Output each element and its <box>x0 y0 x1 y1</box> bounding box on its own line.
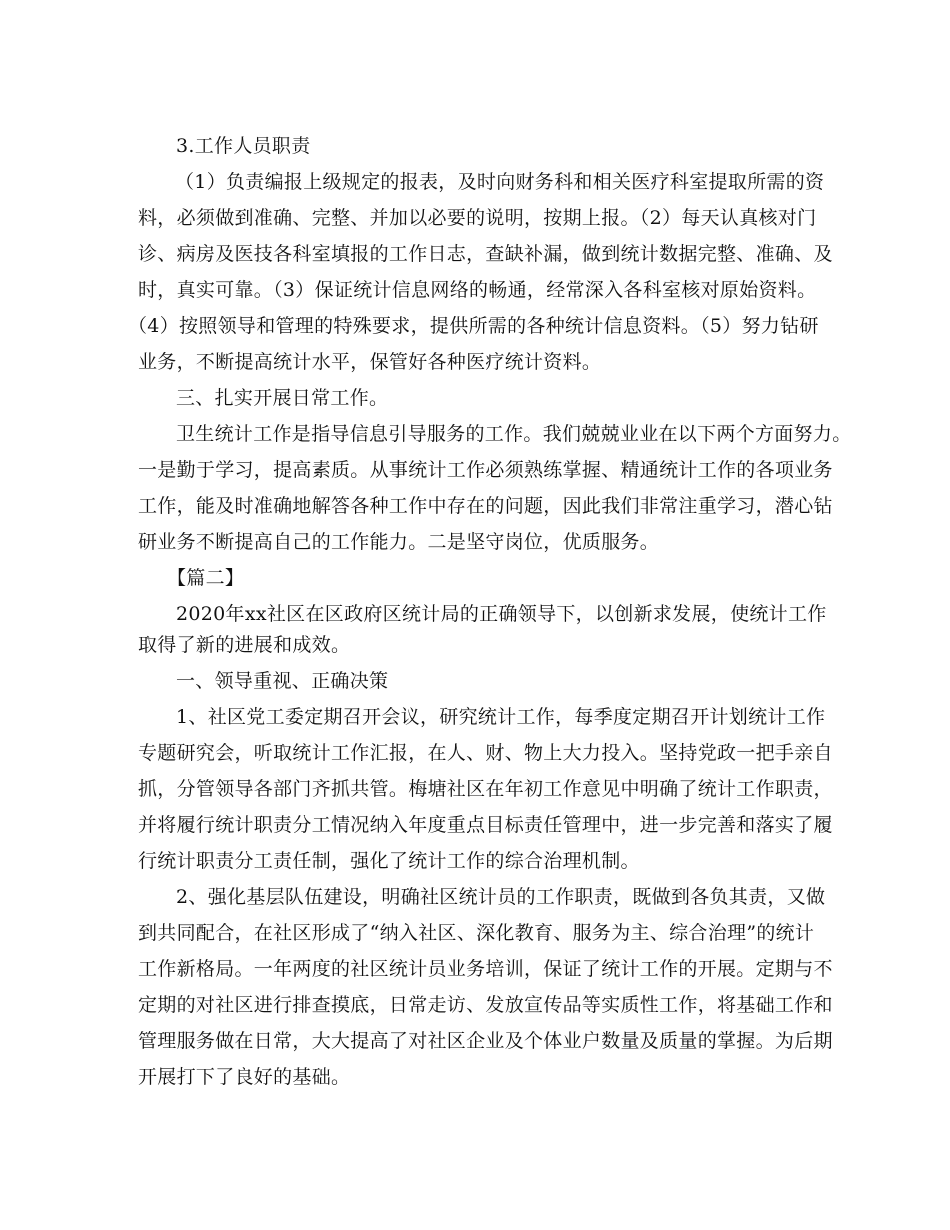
paragraph-line: 时，真实可靠。（3）保证统计信息网络的畅通，经常深入各科室核对原始资料。 <box>138 279 817 301</box>
section-heading: 3.工作人员职责 <box>176 135 311 157</box>
paragraph-line: 业务，不断提高统计水平，保管好各种医疗统计资料。 <box>138 351 602 373</box>
paragraph-line: 取得了新的进展和成效。 <box>138 634 351 656</box>
section-heading: 三、扎实开展日常工作。 <box>176 387 389 409</box>
paragraph-line: 工作新格局。一年两度的社区统计员业务培训，保证了统计工作的开展。定期与不 <box>138 958 833 980</box>
paragraph-line: 1、社区党工委定期召开会议，研究统计工作，每季度定期召开计划统计工作 <box>176 706 826 728</box>
paragraph-line: 料，必须做到准确、完整、并加以必要的说明，按期上报。（2）每天认真核对门 <box>138 207 817 229</box>
paragraph-line: 工作，能及时准确地解答各种工作中存在的问题，因此我们非常注重学习，潜心钻 <box>138 495 833 517</box>
paragraph-line: 抓，分管领导各部门齐抓共管。梅塘社区在年初工作意见中明确了统计工作职责， <box>138 778 833 800</box>
paragraph-line: 到共同配合，在社区形成了“纳入社区、深化教育、服务为主、综合治理”的统计 <box>138 922 815 944</box>
paragraph-line: 研业务不断提高自己的工作能力。二是坚守岗位，优质服务。 <box>138 531 660 553</box>
paragraph-line: 管理服务做在日常，大大提高了对社区企业及个体业户数量及质量的掌握。为后期 <box>138 1030 833 1052</box>
paragraph-line: 行统计职责分工责任制，强化了统计工作的综合治理机制。 <box>138 850 640 872</box>
paragraph-line: 开展打下了良好的基础。 <box>138 1066 351 1088</box>
paragraph-line: 并将履行统计职责分工情况纳入年度重点目标责任管理中，进一步完善和落实了履 <box>138 814 833 836</box>
paragraph-line: 专题研究会，听取统计工作汇报，在人、财、物上大力投入。坚持党政一把手亲自 <box>138 742 833 764</box>
paragraph-line: 一是勤于学习，提高素质。从事统计工作必须熟练掌握、精通统计工作的各项业务 <box>138 459 833 481</box>
paragraph-line: 定期的对社区进行排查摸底，日常走访、发放宣传品等实质性工作，将基础工作和 <box>138 994 833 1016</box>
paragraph-line: 卫生统计工作是指导信息引导服务的工作。我们兢兢业业在以下两个方面努力。 <box>176 423 852 445</box>
paragraph-line: 2、强化基层队伍建设，明确社区统计员的工作职责，既做到各负其责，又做 <box>176 886 826 908</box>
paragraph-line: 2020年xx社区在区政府区统计局的正确领导下，以创新求发展，使统计工作 <box>176 603 827 625</box>
paragraph-line: （1）负责编报上级规定的报表，及时向财务科和相关医疗科室提取所需的资 <box>175 171 825 193</box>
paragraph-line: 诊、病房及医技各科室填报的工作日志，查缺补漏，做到统计数据完整、准确、及 <box>138 243 833 265</box>
section-heading: 一、领导重视、正确决策 <box>176 670 389 692</box>
paragraph-line: （4）按照领导和管理的特殊要求，提供所需的各种统计信息资料。（5）努力钻研 <box>128 315 819 337</box>
part-heading: 【篇二】 <box>167 567 245 589</box>
